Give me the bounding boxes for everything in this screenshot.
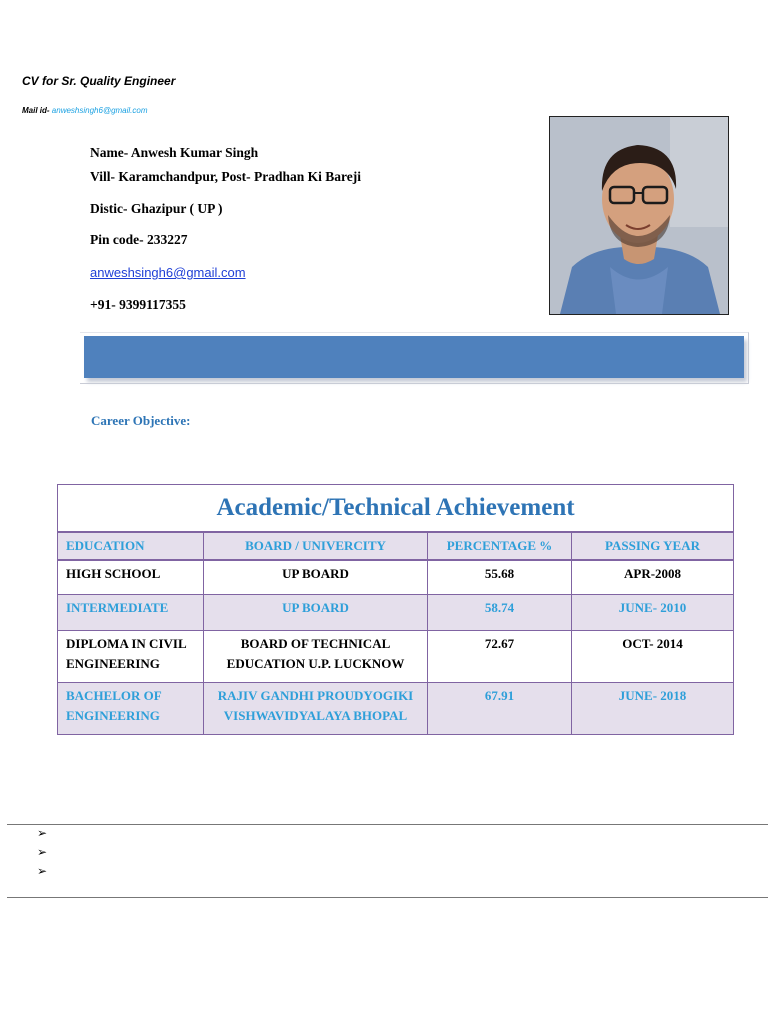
career-objective-heading: Career Objective: [91,413,191,428]
email-link[interactable]: anweshsingh6@gmail.com [90,265,246,280]
achievement-table [57,484,734,735]
section-band [84,336,744,378]
mail-link[interactable]: anweshsingh6@gmail.com [51,106,148,115]
village-line: Vill- Karamchandpur, Post- Pradhan Ki Bareji [90,169,362,184]
cell-percentage: 72.67 [428,630,572,682]
header-board: BOARD / UNIVERCITY [204,532,428,560]
table-row [58,594,734,630]
header-percentage: PERCENTAGE % [428,532,572,560]
table-row [58,682,734,734]
table-title: Academic/Technical Achievement [58,485,734,533]
cell-percentage: 67.91 [428,682,572,734]
bullet-marker: ➢ [37,864,48,878]
divider-bottom [7,897,768,898]
cell-education: BACHELOR OF ENGINEERING [58,682,204,734]
profile-photo [549,116,729,315]
header-education: EDUCATION [58,532,204,560]
cell-education: HIGH SCHOOL [58,560,204,594]
phone-line: +91- 9399117355 [90,297,186,312]
bullet-marker: ➢ [37,826,48,840]
table-row [58,630,734,682]
cell-year: APR-2008 [572,560,734,594]
cell-board: UP BOARD [204,560,428,594]
cell-board: BOARD OF TECHNICAL EDUCATION U.P. LUCKNOW [204,630,428,682]
mail-label: Mail id- [22,106,50,115]
bullet-marker: ➢ [37,845,48,859]
pincode-line: Pin code- 233227 [90,232,188,247]
cell-percentage: 55.68 [428,560,572,594]
profile-photo-illustration [550,117,728,314]
cv-title: CV for Sr. Quality Engineer [22,74,176,88]
cell-education: DIPLOMA IN CIVIL ENGINEERING [58,630,204,682]
table-header-row [58,532,734,560]
divider-top [7,824,768,825]
table-row [58,560,734,594]
cell-board: UP BOARD [204,594,428,630]
cell-year: JUNE- 2018 [572,682,734,734]
mail-line [22,106,148,115]
cell-board: RAJIV GANDHI PROUDYOGIKI VISHWAVIDYALAYA BHOPAL [204,682,428,734]
header-passing-year: PASSING YEAR [572,532,734,560]
district-line: Distic- Ghazipur ( UP ) [90,201,223,216]
cell-year: JUNE- 2010 [572,594,734,630]
cell-year: OCT- 2014 [572,630,734,682]
name-line: Name- Anwesh Kumar Singh [90,145,259,160]
cell-percentage: 58.74 [428,594,572,630]
cell-education: INTERMEDIATE [58,594,204,630]
